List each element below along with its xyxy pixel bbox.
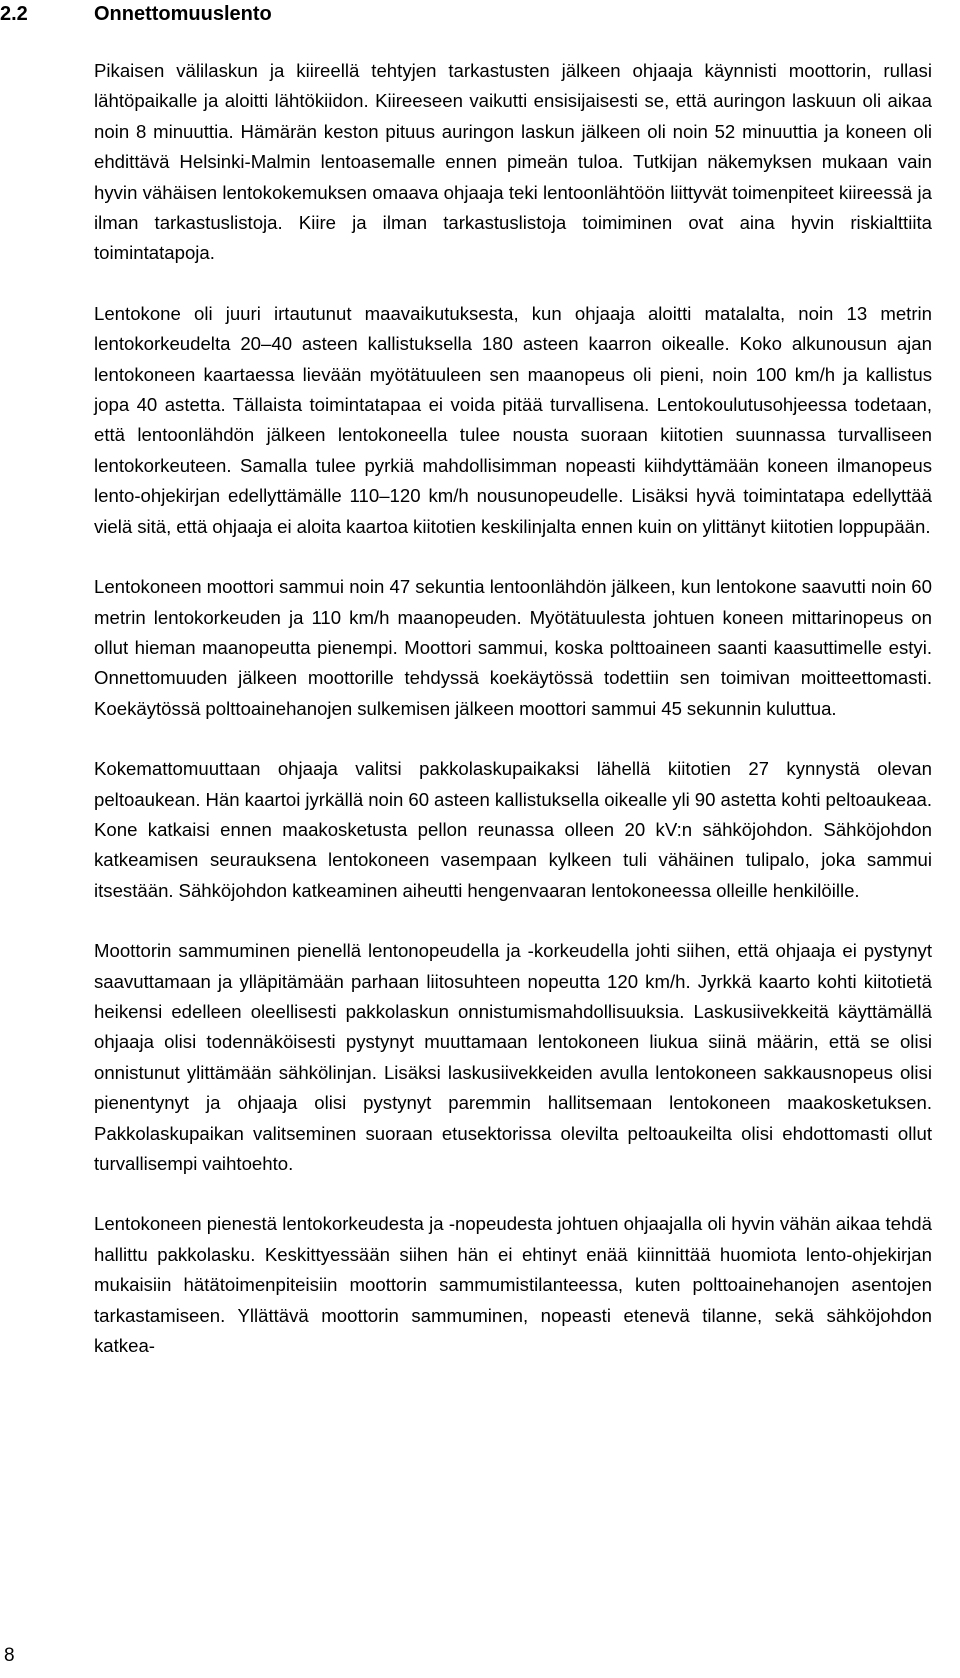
paragraph-5: Moottorin sammuminen pienellä lentonopeudella ja -korkeudella johti siihen, että ohjaaja ei pystynyt saavuttamaan ja ylläpitämään parhaan liitosuhteen nopeutta 120 km/h. Jyrkkä kaarto kohti kiitotietä heikensi edelleen oleellisesti pakkolaskun onnistumismahdollisuuksia. Laskusiivekkeitä käyttämällä ohjaaja olisi todennäköisesti pystynyt muuttamaan lentokoneen liukua siinä määrin, että se olisi onnistunut ylittämään sähkölinjan. Lisäksi laskusiivekkeiden avulla lentokoneen sakkausnopeus olisi pienentynyt ja ohjaaja olisi pystynyt paremmin hallitsemaan lentokoneen maakosketuksen. Pakkolaskupaikan valitseminen suoraan etusektorissa olevilta peltoaukeilta olisi ehdottomasti ollut turvallisempi vaihtoehto. — [94, 940, 932, 1174]
section-number: 2.2 — [0, 3, 28, 25]
paragraph-3: Lentokoneen moottori sammui noin 47 sekuntia lentoonlähdön jälkeen, kun lentokone saavutti noin 60 metrin lentokorkeuden ja 110 km/h maanopeuden. Myötätuulesta johtuen koneen mittarinopeus on ollut hieman maanopeutta pienempi. Moottori sammui, koska polttoaineen saanti kaasuttimelle estyi. Onnettomuuden jälkeen moottorille tehdyssä koekäytössä todettiin sen toimivan moitteettomasti. Koekäytössä polttoainehanojen sulkemisen jälkeen moottori sammui 45 sekunnin kuluttua. — [94, 576, 932, 719]
paragraph-6: Lentokoneen pienestä lentokorkeudesta ja -nopeudesta johtuen ohjaajalla oli hyvin vähän aikaa tehdä hallittu pakkolasku. Keskittyessään siihen hän ei ehtinyt enää kiinnittää huomiota lento-ohjekirjan mukaisiin hätätoimenpiteisiin moottorin sammumistilanteessa, kuten polttoainehanojen asentojen tarkastamiseen. Yllättävä moottorin sammuminen, nopeasti etenevä tilanne, sekä sähköjohdon katkea- — [94, 1213, 932, 1357]
page-number: 8 — [4, 1645, 15, 1666]
body-text — [94, 56, 932, 1391]
paragraph-1: Pikaisen välilaskun ja kiireellä tehtyjen tarkastusten jälkeen ohjaaja käynnisti moottorin, rullasi lähtöpaikalle ja aloitti lähtökiidon. Kiireeseen vaikutti ensisijaisesti se, että auringon laskuun oli aikaa noin 8 minuuttia. Hämärän keston pituus auringon laskun jälkeen oli noin 52 minuuttia ja koneen oli ehdittävä Helsinki-Malmin lentoasemalle ennen pimeän tuloa. Tutkijan näkemyksen mukaan vain hyvin vähäisen lentokokemuksen omaava ohjaaja teki lentoonlähtöön liittyvät toimenpiteet kiireessä ja ilman tarkastuslistoja. Kiire ja ilman tarkastuslistoja toimiminen ovat aina hyvin riskialttiita toimintatapoja. — [94, 60, 932, 264]
paragraph-4: Kokemattomuuttaan ohjaaja valitsi pakkolaskupaikaksi lähellä kiitotien 27 kynnystä olevan peltoaukean. Hän kaartoi jyrkällä noin 60 asteen kallistuksella oikealle yli 90 astetta kohti peltoaukeaa. Kone katkaisi ennen maakosketusta pellon reunassa olleen 20 kV:n sähköjohdon. Sähköjohdon katkeamisen seurauksena lentokoneen vasempaan kylkeen tuli vähäinen tulipalo, joka sammui itsestään. Sähköjohdon katkeaminen aiheutti hengenvaaran lentokoneessa olleille henkilöille. — [94, 758, 932, 901]
section-title: Onnettomuuslento — [94, 3, 272, 25]
section-heading — [0, 2, 272, 26]
paragraph-2: Lentokone oli juuri irtautunut maavaikutuksesta, kun ohjaaja aloitti matalalta, noin 13 metrin lentokorkeudelta 20–40 asteen kallistuksella 180 asteen kaarron oikealle. Koko alkunousun ajan lentokoneen kaartaessa lievään myötätuuleen sen maanopeus oli pieni, noin 100 km/h ja kallistus jopa 40 astetta. Tällaista toimintatapaa ei voida pitää turvallisena. Lentokoulutusohjeessa todetaan, että lentoonlähdön jälkeen lentokoneella tulee nousta suoraan kiitotien suunnassa turvalliseen lentokorkeuteen. Samalla tulee pyrkiä mahdollisimman nopeasti kiihdyttämään koneen ilmanopeus lento-ohjekirjan edellyttämälle 110–120 km/h nousunopeudelle. Lisäksi hyvä toimintatapa edellyttää vielä sitä, että ohjaaja ei aloita kaartoa kiitotien keskilinjalta ennen kuin on ylittänyt kiitotien loppupään. — [94, 302, 932, 537]
